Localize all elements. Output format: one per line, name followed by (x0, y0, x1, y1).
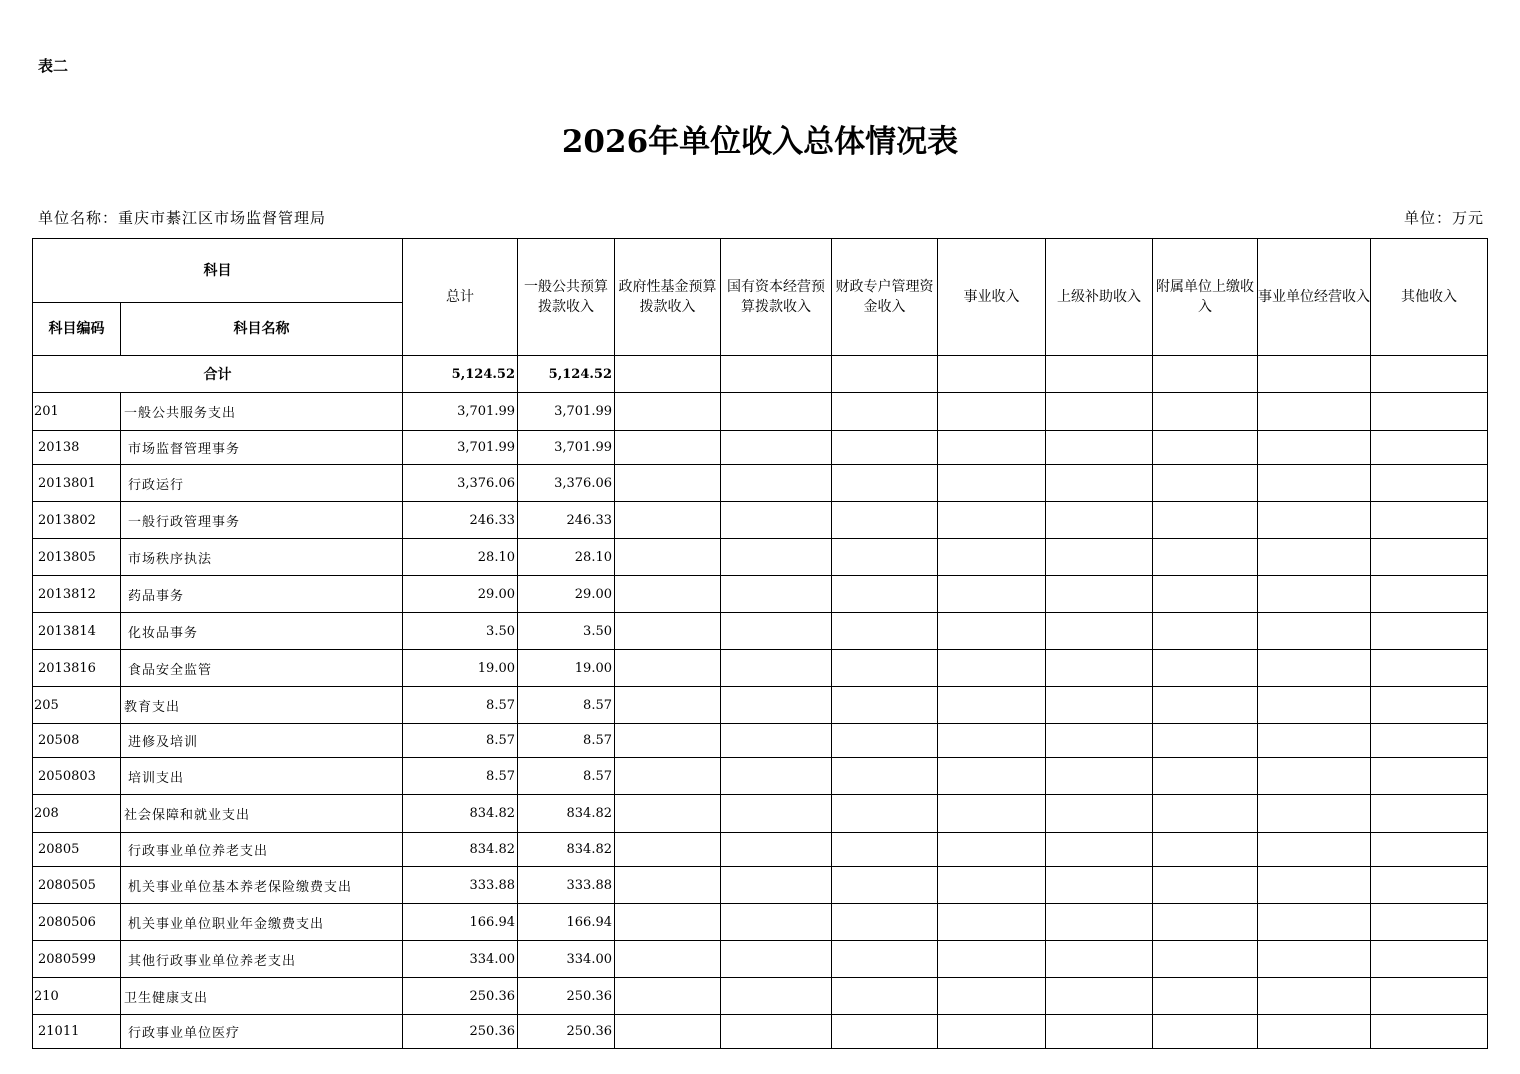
row-total: 250.36 (403, 1015, 518, 1049)
header-gov-fund: 政府性基金预算拨款收入 (615, 239, 721, 356)
subject-name: 市场秩序执法 (121, 539, 403, 576)
page-title: 2026年单位收入总体情况表 (561, 124, 959, 160)
subject-code: 201 (33, 393, 121, 431)
row-total: 250.36 (403, 978, 518, 1015)
total-amount: 5,124.52 (403, 356, 518, 393)
row-general-budget: 3.50 (518, 613, 615, 650)
header-subject-code: 科目编码 (33, 303, 121, 356)
row-general-budget: 19.00 (518, 650, 615, 687)
subject-code: 2013801 (33, 465, 121, 502)
header-fiscal-account: 财政专户管理资金收入 (832, 239, 938, 356)
subject-code: 2080506 (33, 904, 121, 941)
row-total: 3.50 (403, 613, 518, 650)
income-table (32, 238, 1488, 1049)
row-total: 166.94 (403, 904, 518, 941)
subject-code: 208 (33, 795, 121, 833)
header-subject-name: 科目名称 (121, 303, 403, 356)
table-row (33, 795, 1488, 833)
table-row (33, 904, 1488, 941)
header-other-income: 其他收入 (1371, 239, 1488, 356)
row-total: 8.57 (403, 758, 518, 795)
subject-name: 一般公共服务支出 (121, 393, 403, 431)
row-general-budget: 3,376.06 (518, 465, 615, 502)
subject-code: 20508 (33, 724, 121, 758)
row-total: 3,701.99 (403, 393, 518, 431)
row-general-budget: 250.36 (518, 978, 615, 1015)
subject-code: 205 (33, 687, 121, 724)
subject-name: 化妆品事务 (121, 613, 403, 650)
row-total: 8.57 (403, 724, 518, 758)
subject-code: 210 (33, 978, 121, 1015)
subject-name: 教育支出 (121, 687, 403, 724)
row-general-budget: 834.82 (518, 833, 615, 867)
table-row (33, 393, 1488, 431)
subject-name: 进修及培训 (121, 724, 403, 758)
table-row (33, 431, 1488, 465)
row-total: 834.82 (403, 795, 518, 833)
subject-name: 行政事业单位医疗 (121, 1015, 403, 1049)
row-general-budget: 8.57 (518, 687, 615, 724)
row-total: 834.82 (403, 833, 518, 867)
row-general-budget: 29.00 (518, 576, 615, 613)
subject-name: 药品事务 (121, 576, 403, 613)
subject-code: 20805 (33, 833, 121, 867)
table-row (33, 867, 1488, 904)
row-general-budget: 8.57 (518, 724, 615, 758)
total-general-budget: 5,124.52 (518, 356, 615, 393)
row-total: 28.10 (403, 539, 518, 576)
table-row (33, 576, 1488, 613)
subject-name: 行政运行 (121, 465, 403, 502)
row-total: 246.33 (403, 502, 518, 539)
subject-name: 机关事业单位职业年金缴费支出 (121, 904, 403, 941)
row-general-budget: 834.82 (518, 795, 615, 833)
subject-name: 一般行政管理事务 (121, 502, 403, 539)
total-label: 合计 (33, 356, 403, 393)
table-row (33, 724, 1488, 758)
table-row (33, 833, 1488, 867)
subject-name: 市场监督管理事务 (121, 431, 403, 465)
row-general-budget: 250.36 (518, 1015, 615, 1049)
subject-code: 2013812 (33, 576, 121, 613)
row-general-budget: 28.10 (518, 539, 615, 576)
header-business-income: 事业收入 (938, 239, 1046, 356)
subject-code: 2050803 (33, 758, 121, 795)
subject-name: 机关事业单位基本养老保险缴费支出 (121, 867, 403, 904)
subject-code: 2013816 (33, 650, 121, 687)
subject-name: 培训支出 (121, 758, 403, 795)
table-row (33, 502, 1488, 539)
header-subject: 科目 (33, 239, 403, 303)
row-total: 8.57 (403, 687, 518, 724)
row-total: 3,701.99 (403, 431, 518, 465)
row-general-budget: 166.94 (518, 904, 615, 941)
header-general-budget: 一般公共预算拨款收入 (518, 239, 615, 356)
table-row (33, 978, 1488, 1015)
row-total: 29.00 (403, 576, 518, 613)
row-total: 333.88 (403, 867, 518, 904)
header-superior-subsidy: 上级补助收入 (1046, 239, 1153, 356)
subject-code: 21011 (33, 1015, 121, 1049)
subject-code: 2080505 (33, 867, 121, 904)
row-general-budget: 246.33 (518, 502, 615, 539)
row-total: 334.00 (403, 941, 518, 978)
table-row (33, 539, 1488, 576)
subject-name: 食品安全监管 (121, 650, 403, 687)
row-general-budget: 3,701.99 (518, 393, 615, 431)
row-general-budget: 334.00 (518, 941, 615, 978)
table-row (33, 650, 1488, 687)
table-row (33, 1015, 1488, 1049)
total-row (33, 356, 1488, 393)
subject-name: 卫生健康支出 (121, 978, 403, 1015)
table-row (33, 941, 1488, 978)
subject-name: 社会保障和就业支出 (121, 795, 403, 833)
subject-name: 其他行政事业单位养老支出 (121, 941, 403, 978)
unit-name: 单位名称：重庆市綦江区市场监督管理局 (38, 209, 327, 227)
subject-code: 2013814 (33, 613, 121, 650)
table-row (33, 758, 1488, 795)
subject-code: 2013805 (33, 539, 121, 576)
row-total: 19.00 (403, 650, 518, 687)
subject-code: 20138 (33, 431, 121, 465)
header-state-capital: 国有资本经营预算拨款收入 (721, 239, 832, 356)
table-number: 表二 (38, 57, 69, 75)
table-row (33, 687, 1488, 724)
table-row (33, 613, 1488, 650)
unit-label: 单位：万元 (1403, 209, 1484, 227)
subject-name: 行政事业单位养老支出 (121, 833, 403, 867)
header-total: 总计 (403, 239, 518, 356)
row-total: 3,376.06 (403, 465, 518, 502)
row-general-budget: 3,701.99 (518, 431, 615, 465)
subject-code: 2080599 (33, 941, 121, 978)
header-affiliated-payment: 附属单位上缴收入 (1153, 239, 1258, 356)
header-business-operation: 事业单位经营收入 (1258, 239, 1371, 356)
row-general-budget: 8.57 (518, 758, 615, 795)
row-general-budget: 333.88 (518, 867, 615, 904)
table-row (33, 465, 1488, 502)
subject-code: 2013802 (33, 502, 121, 539)
